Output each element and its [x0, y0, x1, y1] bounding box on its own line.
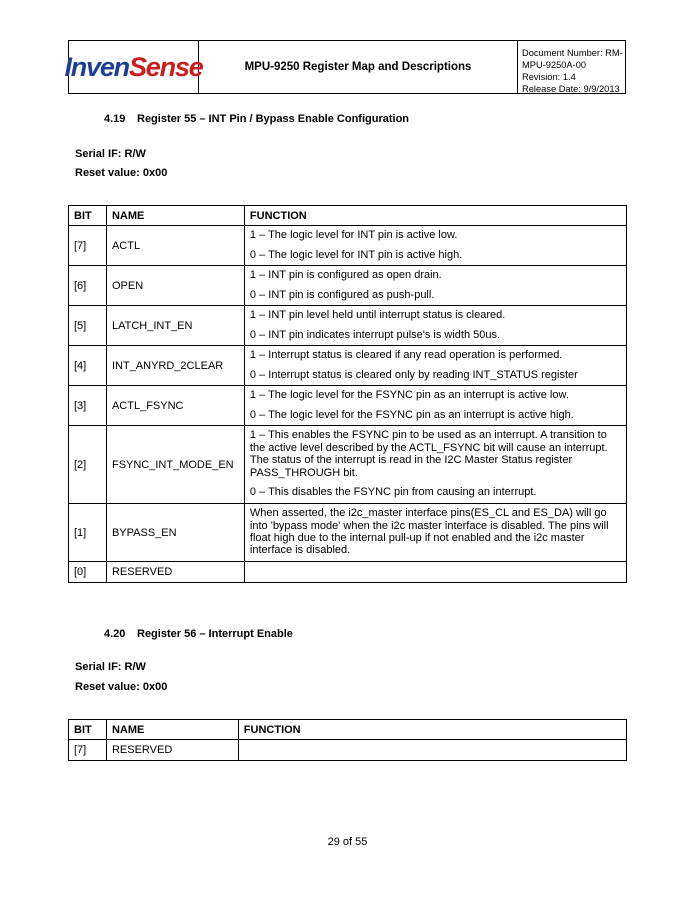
page-number: 29 of 55 — [327, 836, 368, 848]
document-number: Document Number: RM-MPU-9250A-00 — [522, 48, 623, 70]
column-header-bit: BIT — [69, 206, 107, 226]
name-cell: RESERVED — [106, 562, 244, 583]
name-cell: FSYNC_INT_MODE_EN — [106, 426, 244, 504]
bit-cell: [7] — [69, 740, 107, 761]
section-number: 4.19 — [104, 113, 126, 125]
register-56-table — [68, 719, 627, 761]
section-heading-register-56 — [104, 628, 293, 640]
function-line: 1 – Interrupt status is cleared if any read operation is performed. — [249, 349, 563, 362]
function-cell — [244, 426, 626, 504]
invensense-logo: InvenSense — [64, 51, 203, 82]
document-title: MPU-9250 Register Map and Descriptions — [199, 41, 518, 93]
bit-cell: [4] — [69, 346, 107, 386]
section-title: Register 56 – Interrupt Enable — [137, 628, 293, 640]
function-line: 1 – INT pin level held until interrupt status is cleared. — [249, 309, 506, 322]
table-row — [69, 504, 627, 562]
column-header-bit: BIT — [69, 720, 107, 740]
table-row — [69, 740, 627, 761]
column-header-name: NAME — [106, 206, 244, 226]
function-line: 0 – The logic level for INT pin is active high. — [249, 248, 463, 261]
name-cell: OPEN — [106, 266, 244, 306]
page-header — [64, 40, 626, 94]
name-cell: LATCH_INT_EN — [106, 306, 244, 346]
serial-if-label: Serial IF: R/W — [75, 661, 146, 673]
table-row — [69, 386, 627, 426]
section-heading-register-55 — [104, 113, 409, 125]
reset-value-label: Reset value: 0x00 — [75, 681, 168, 693]
name-cell: RESERVED — [106, 740, 238, 761]
table-header-row — [69, 206, 627, 226]
function-cell — [244, 306, 626, 346]
function-line: 0 – INT pin indicates interrupt pulse's is width 50us. — [249, 328, 501, 341]
function-cell — [244, 504, 626, 562]
bit-cell: [5] — [69, 306, 107, 346]
function-line: 1 – INT pin is configured as open drain. — [249, 269, 442, 282]
release-date: Release Date: 9/9/2013 — [522, 84, 620, 94]
serial-if-label: Serial IF: R/W — [75, 148, 146, 160]
column-header-function: FUNCTION — [238, 720, 626, 740]
bit-cell: [1] — [69, 504, 107, 562]
name-cell: BYPASS_EN — [106, 504, 244, 562]
function-cell — [244, 226, 626, 266]
document-info — [518, 41, 625, 93]
name-cell: INT_ANYRD_2CLEAR — [106, 346, 244, 386]
bit-cell: [7] — [69, 226, 107, 266]
table-header-row — [69, 720, 627, 740]
table-row — [69, 226, 627, 266]
name-cell: ACTL_FSYNC — [106, 386, 244, 426]
bit-cell: [0] — [69, 562, 107, 583]
function-line: 0 – The logic level for the FSYNC pin as an interrupt is active high. — [249, 408, 574, 421]
register-55-table — [68, 205, 627, 583]
section-title: Register 55 – INT Pin / Bypass Enable Configuration — [137, 113, 410, 125]
table-row — [69, 306, 627, 346]
bit-cell: [3] — [69, 386, 107, 426]
column-header-function: FUNCTION — [244, 206, 626, 226]
name-cell: ACTL — [106, 226, 244, 266]
function-line: 0 – Interrupt status is cleared only by reading INT_STATUS register — [249, 368, 578, 381]
function-line: 1 – The logic level for the FSYNC pin as an interrupt is active low. — [249, 389, 569, 402]
function-line: 0 – This disables the FSYNC pin from causing an interrupt. — [249, 486, 537, 499]
logo-cell — [64, 41, 203, 93]
function-line: When asserted, the i2c_master interface pins(ES_CL and ES_DA) will go into 'bypass mode' when the i2c master interface is disabled. The pins will float high due to the internal pull-up if not enabled and the i2c master interface is disabled. — [249, 507, 609, 557]
document-revision: Revision: 1.4 — [522, 72, 576, 82]
function-cell — [244, 266, 626, 306]
reset-value-label: Reset value: 0x00 — [75, 167, 168, 179]
function-line: 1 – This enables the FSYNC pin to be used as an interrupt. A transition to the active level described by the ACTL_FSYNC bit will cause an interrupt. The status of the interrupt is read in the I2C Master Status register PASS_THROUGH bit. — [249, 429, 608, 479]
bit-cell: [2] — [69, 426, 107, 504]
function-cell — [238, 740, 626, 761]
column-header-name: NAME — [106, 720, 238, 740]
function-cell — [244, 346, 626, 386]
table-row — [69, 346, 627, 386]
function-line: 1 – The logic level for INT pin is active low. — [249, 229, 458, 242]
table-row — [69, 562, 627, 583]
table-row — [69, 426, 627, 504]
function-cell — [244, 562, 626, 583]
bit-cell: [6] — [69, 266, 107, 306]
function-cell — [244, 386, 626, 426]
function-line: 0 – INT pin is configured as push-pull. — [249, 288, 435, 301]
table-row — [69, 266, 627, 306]
section-number: 4.20 — [104, 628, 126, 640]
